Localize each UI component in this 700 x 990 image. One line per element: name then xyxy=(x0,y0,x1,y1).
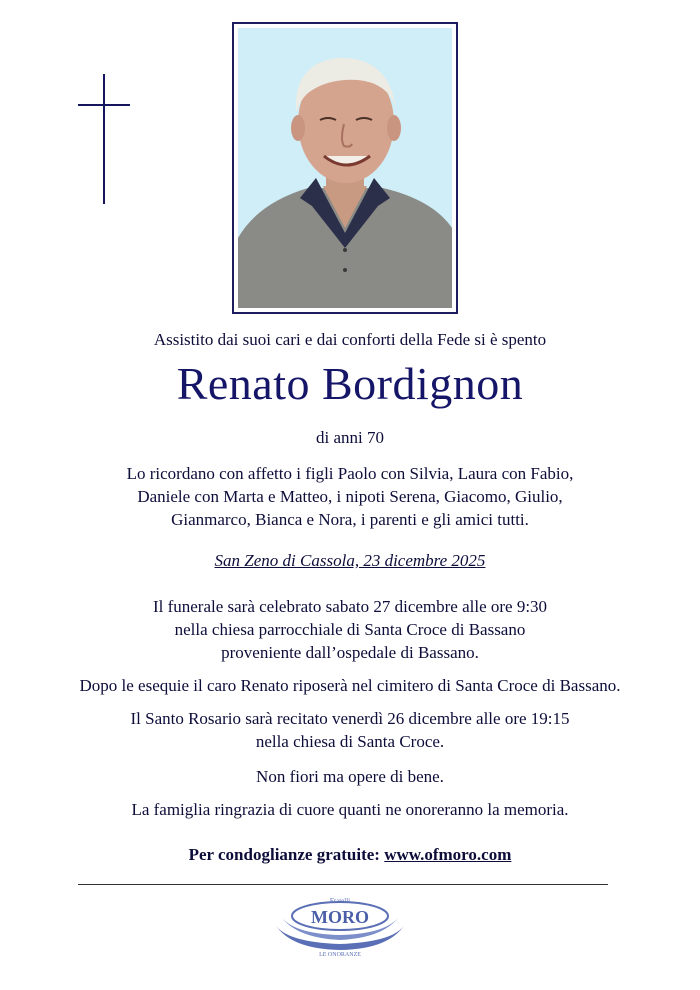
family-line: Gianmarco, Bianca e Nora, i parenti e gli amici tutti. xyxy=(171,510,529,529)
portrait-frame xyxy=(232,22,458,314)
funeral-home-logo xyxy=(270,894,410,958)
divider xyxy=(78,884,608,885)
condolences xyxy=(0,845,700,865)
funeral-paragraph xyxy=(0,595,700,664)
logo-main-text: MORO xyxy=(311,907,369,927)
hands-logo-icon xyxy=(270,894,410,958)
funeral-line: Il funerale sarà celebrato sabato 27 dicembre alle ore 9:30 xyxy=(152,597,548,616)
age-text: di anni 70 xyxy=(316,428,384,447)
intro-text: Assistito dai suoi cari e dai conforti della Fede si è spento xyxy=(153,330,547,349)
condolences-link[interactable]: www.ofmoro.com xyxy=(384,845,512,864)
family-paragraph xyxy=(0,462,700,531)
burial-text: Dopo le esequie il caro Renato riposerà nel cimitero di Santa Croce di Bassano. xyxy=(79,676,621,695)
family-line: Lo ricordano con affetto i figli Paolo con Silvia, Laura con Fabio, xyxy=(126,464,574,483)
portrait-photo xyxy=(238,28,452,308)
place-date-text: San Zeno di Cassola, 23 dicembre 2025 xyxy=(214,551,486,570)
rosary-line: nella chiesa di Santa Croce. xyxy=(255,732,445,751)
logo-top-text: Fratelli xyxy=(329,897,351,905)
cross-icon xyxy=(78,74,130,204)
funeral-line: proveniente dall’ospedale di Bassano. xyxy=(221,643,479,662)
deceased-name: Renato Bordignon xyxy=(176,358,524,409)
funeral-line: nella chiesa parrocchiale di Santa Croce di Bassano xyxy=(174,620,526,639)
logo-bottom-text: LE ONORANZE xyxy=(319,952,361,958)
thanks-text: La famiglia ringrazia di cuore quanti ne onoreranno la memoria. xyxy=(131,800,569,819)
portrait-illustration xyxy=(238,28,452,308)
condolences-label: Per condoglianze gratuite: xyxy=(188,845,380,864)
family-line: Daniele con Marta e Matteo, i nipoti Serena, Giacomo, Giulio, xyxy=(137,487,563,506)
rosary-paragraph xyxy=(0,707,700,753)
rosary-line: Il Santo Rosario sarà recitato venerdì 26 dicembre alle ore 19:15 xyxy=(130,709,570,728)
flowers-text: Non fiori ma opere di bene. xyxy=(256,767,444,786)
place-date xyxy=(0,551,700,571)
